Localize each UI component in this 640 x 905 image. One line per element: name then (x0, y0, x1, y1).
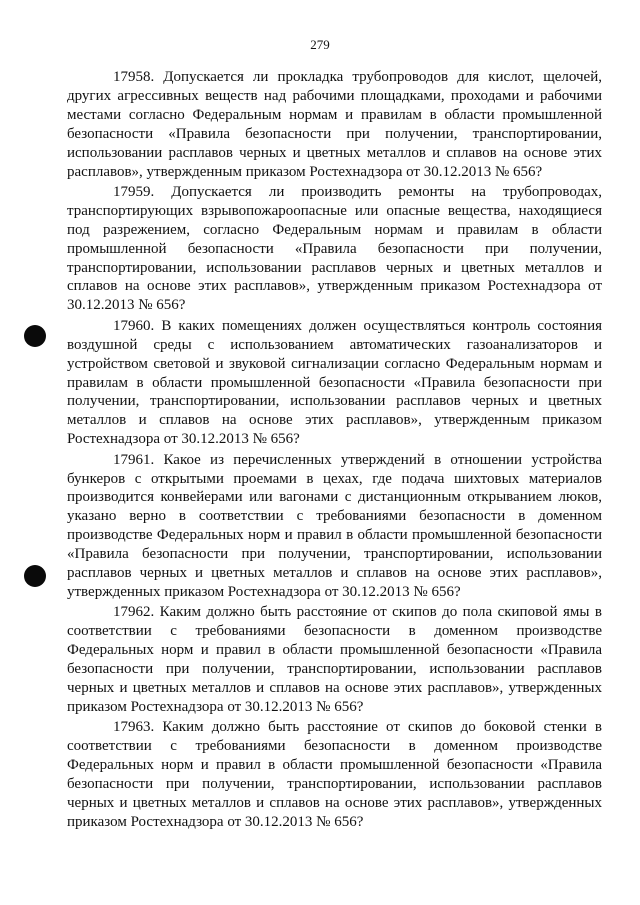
question-paragraph: 17963. Каким должно быть расстояние от скипов до боковой стенки в соответствии с требованиями безопасности в доменном производстве Федеральных норм и правил в области промышленной безопасности «Правила безопасности при получении, транспортировании, использовании расплавов черных и цветных металлов и сплавов на основе этих расплавов», утвержденных приказом Ростехнадзора от 30.12.2013 № 656? (67, 719, 602, 830)
question-paragraph: 17958. Допускается ли прокладка трубопроводов для кислот, щелочей, других агрессивных веществ над рабочими площадками, проходами и рабочими местами согласно Федеральным нормам и правилам в области промышленной безопасности «Правила безопасности при получении, транспортировании, использовании расплавов черных и цветных металлов и сплавов на основе этих расплавов», утвержденным приказом Ростехнадзора от 30.12.2013 № 656? (67, 69, 602, 180)
question-paragraph: 17962. Каким должно быть расстояние от скипов до пола скиповой ямы в соответствии с требованиями безопасности в доменном производстве Федеральных норм и правил в области промышленной безопасности «Правила безопасности при получении, транспортировании, использовании расплавов черных и цветных металлов и сплавов на основе этих расплавов», утвержденных приказом Ростехнадзора от 30.12.2013 № 656? (67, 604, 602, 715)
punch-hole-mark (24, 325, 46, 347)
question-paragraph: 17961. Какое из перечисленных утверждений в отношении устройства бункеров с открытыми проемами в цехах, где подача шихтовых материалов производится конвейерами или вагонами с дистанционным открыванием люков, указано верно в соответствии с требованиями безопасности в доменном производстве Федеральных норм и правил в области промышленной безопасности «Правила безопасности при получении, транспортировании, использовании расплавов черных и цветных металлов и сплавов на основе этих расплавов», утвержденных приказом Ростехнадзора от 30.12.2013 № 656? (67, 451, 602, 600)
question-paragraph: 17960. В каких помещениях должен осуществляться контроль состояния воздушной среды с использованием автоматических газоанализаторов и устройством световой и звуковой сигнализации согласно Федеральным нормам и правилам в области промышленной безопасности «Правила безопасности при получении, транспортировании, использовании расплавов черных и цветных металлов и сплавов на основе этих расплавов», утвержденным приказом Ростехнадзора от 30.12.2013 № 656? (67, 317, 602, 448)
document-body (67, 68, 602, 833)
punch-hole-mark (24, 565, 46, 587)
question-paragraph: 17959. Допускается ли производить ремонты на трубопроводах, транспортирующих взрывопожароопасные или опасные вещества, находящиеся под разрежением, согласно Федеральным нормам и правилам в области промышленной безопасности «Правила безопасности при получении, транспортировании, использовании расплавов черных и цветных металлов и сплавов на основе этих расплавов», утвержденным приказом Ростехнадзора от 30.12.2013 № 656? (67, 183, 602, 314)
page-number: 279 (310, 37, 330, 52)
